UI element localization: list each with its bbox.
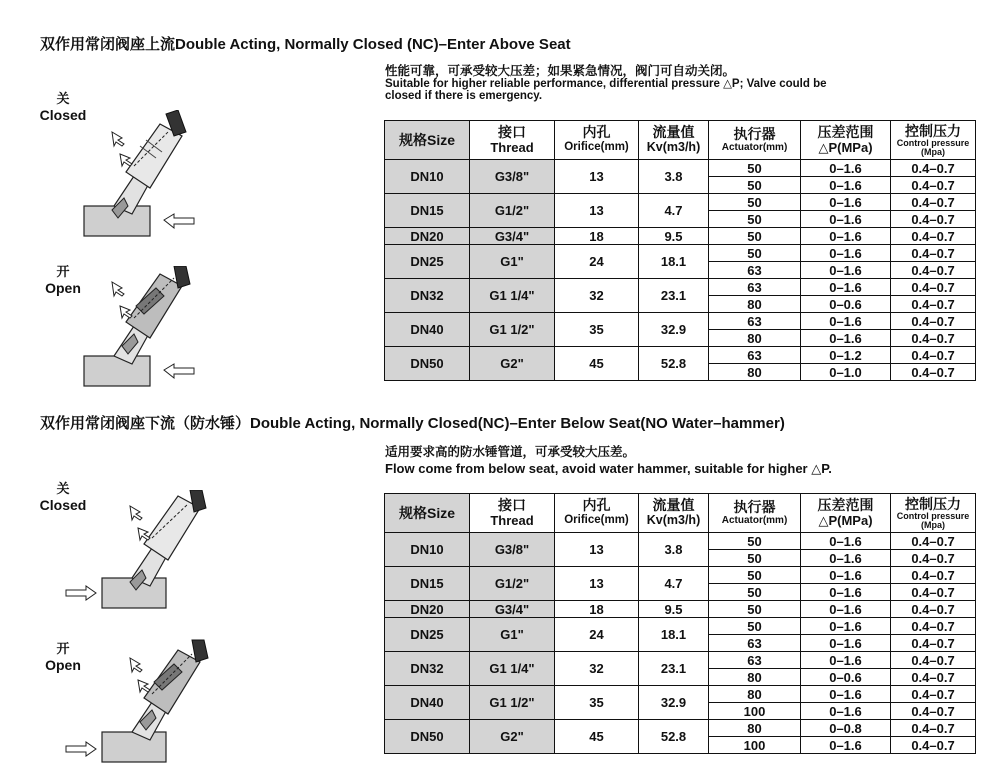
valve-body [102, 490, 206, 608]
orifice-cell: 45 [555, 720, 639, 754]
size-cell: DN20 [385, 228, 470, 245]
header-size: 规格Size [385, 121, 470, 160]
section2-note [385, 444, 832, 477]
pressure-diff-cell: 0–1.6 [801, 279, 891, 296]
pressure-diff-cell: 0–1.6 [801, 618, 891, 635]
orifice-cell: 18 [555, 228, 639, 245]
header-actuator: 执行器 Actuator(mm) [709, 494, 801, 533]
pressure-diff-cell: 0–1.6 [801, 584, 891, 601]
section1-note-en-1: Suitable for higher reliable performance, differential pressure △P; Valve could be [385, 78, 827, 90]
control-pressure-cell: 0.4–0.7 [891, 720, 976, 737]
control-pressure-cell: 0.4–0.7 [891, 330, 976, 347]
actuator-cell: 63 [709, 347, 801, 364]
open-label-cn: 开 [56, 641, 70, 656]
pressure-diff-cell: 0–0.8 [801, 720, 891, 737]
orifice-cell: 13 [555, 160, 639, 194]
control-pressure-cell: 0.4–0.7 [891, 703, 976, 720]
pressure-diff-cell: 0–1.2 [801, 347, 891, 364]
section1-title: 双作用常闭阀座上流Double Acting, Normally Closed (NC)–Enter Above Seat [40, 36, 571, 53]
table-row [385, 567, 976, 584]
pressure-diff-cell: 0–0.6 [801, 296, 891, 313]
pressure-diff-cell: 0–1.6 [801, 211, 891, 228]
pressure-diff-cell: 0–1.6 [801, 533, 891, 550]
actuator-cell: 50 [709, 550, 801, 567]
spec-table-2 [384, 493, 976, 754]
actuator-cell: 100 [709, 737, 801, 754]
kv-cell: 23.1 [639, 652, 709, 686]
actuator-cell: 80 [709, 720, 801, 737]
flow-arrow-icon [66, 586, 96, 600]
pressure-diff-cell: 0–1.6 [801, 703, 891, 720]
open-label-en: Open [45, 657, 81, 673]
table-header-row [385, 121, 976, 160]
pressure-diff-cell: 0–1.6 [801, 160, 891, 177]
table-row [385, 618, 976, 635]
pressure-diff-cell: 0–1.6 [801, 177, 891, 194]
section2-title: 双作用常闭阀座下流（防水锤）Double Acting, Normally Closed(NC)–Enter Below Seat(NO Water–hammer) [40, 415, 785, 432]
pressure-diff-cell: 0–1.6 [801, 262, 891, 279]
size-cell: DN40 [385, 686, 470, 720]
orifice-cell: 35 [555, 313, 639, 347]
size-cell: DN25 [385, 618, 470, 652]
size-cell: DN20 [385, 601, 470, 618]
section2-note-cn: 适用要求高的防水锤管道，可承受较大压差。 [385, 445, 636, 459]
header-kv: 流量值 Kv(m3/h) [639, 494, 709, 533]
closed-label-cn: 关 [56, 91, 70, 106]
orifice-cell: 24 [555, 245, 639, 279]
control-pressure-cell: 0.4–0.7 [891, 262, 976, 279]
header-control-pressure: 控制压力 Control pressure (Mpa) [891, 494, 976, 533]
flow-arrow-icon [164, 364, 194, 378]
orifice-cell: 45 [555, 347, 639, 381]
header-size: 规格Size [385, 494, 470, 533]
control-pressure-cell: 0.4–0.7 [891, 313, 976, 330]
pressure-diff-cell: 0–1.6 [801, 228, 891, 245]
flow-arrow-icon [164, 214, 194, 228]
table-row [385, 347, 976, 364]
control-pressure-cell: 0.4–0.7 [891, 364, 976, 381]
actuator-cell: 100 [709, 703, 801, 720]
actuator-cell: 63 [709, 262, 801, 279]
orifice-cell: 32 [555, 279, 639, 313]
thread-cell: G1 1/2" [470, 686, 555, 720]
control-pressure-cell: 0.4–0.7 [891, 601, 976, 618]
table-row [385, 720, 976, 737]
section1-note-cn: 性能可靠，可承受较大压差；如果紧急情况，阀门可自动关闭。 [385, 64, 736, 78]
pressure-diff-cell: 0–1.6 [801, 601, 891, 618]
size-cell: DN32 [385, 652, 470, 686]
kv-cell: 4.7 [639, 567, 709, 601]
control-pressure-cell: 0.4–0.7 [891, 652, 976, 669]
control-pressure-cell: 0.4–0.7 [891, 245, 976, 262]
kv-cell: 9.5 [639, 601, 709, 618]
thread-cell: G3/4" [470, 228, 555, 245]
air-arrow-icon [130, 658, 150, 692]
kv-cell: 3.8 [639, 160, 709, 194]
header-dp: 压差范围 △P(MPa) [801, 121, 891, 160]
air-arrow-icon [112, 282, 132, 318]
section2-note-en: Flow come from below seat, avoid water hammer, suitable for higher △P. [385, 461, 832, 476]
control-pressure-cell: 0.4–0.7 [891, 279, 976, 296]
size-cell: DN40 [385, 313, 470, 347]
kv-cell: 23.1 [639, 279, 709, 313]
thread-cell: G2" [470, 347, 555, 381]
actuator-cell: 50 [709, 194, 801, 211]
actuator-cell: 80 [709, 669, 801, 686]
control-pressure-cell: 0.4–0.7 [891, 669, 976, 686]
table-row [385, 533, 976, 550]
thread-cell: G1 1/2" [470, 313, 555, 347]
table-row [385, 245, 976, 262]
header-actuator: 执行器 Actuator(mm) [709, 121, 801, 160]
actuator-cell: 50 [709, 618, 801, 635]
kv-cell: 32.9 [639, 686, 709, 720]
size-cell: DN50 [385, 347, 470, 381]
header-orifice: 内孔 Orifice(mm) [555, 494, 639, 533]
control-pressure-cell: 0.4–0.7 [891, 194, 976, 211]
header-kv: 流量值 Kv(m3/h) [639, 121, 709, 160]
size-cell: DN32 [385, 279, 470, 313]
pressure-diff-cell: 0–1.6 [801, 652, 891, 669]
table-row [385, 228, 976, 245]
valve-closed-diagram-2 [64, 490, 214, 618]
header-control-pressure: 控制压力 Control pressure (Mpa) [891, 121, 976, 160]
thread-cell: G1/2" [470, 567, 555, 601]
valve-open-diagram-1 [78, 266, 198, 390]
kv-cell: 52.8 [639, 347, 709, 381]
control-pressure-cell: 0.4–0.7 [891, 160, 976, 177]
kv-cell: 18.1 [639, 245, 709, 279]
table-row [385, 601, 976, 618]
control-pressure-cell: 0.4–0.7 [891, 228, 976, 245]
pressure-diff-cell: 0–1.6 [801, 194, 891, 211]
pressure-diff-cell: 0–0.6 [801, 669, 891, 686]
thread-cell: G1 1/4" [470, 652, 555, 686]
kv-cell: 9.5 [639, 228, 709, 245]
kv-cell: 3.8 [639, 533, 709, 567]
control-pressure-cell: 0.4–0.7 [891, 635, 976, 652]
control-pressure-cell: 0.4–0.7 [891, 584, 976, 601]
orifice-cell: 13 [555, 533, 639, 567]
thread-cell: G3/8" [470, 160, 555, 194]
control-pressure-cell: 0.4–0.7 [891, 737, 976, 754]
pressure-diff-cell: 0–1.6 [801, 635, 891, 652]
size-cell: DN10 [385, 533, 470, 567]
control-pressure-cell: 0.4–0.7 [891, 211, 976, 228]
table-header-row [385, 494, 976, 533]
pressure-diff-cell: 0–1.6 [801, 313, 891, 330]
table-row [385, 194, 976, 211]
header-orifice: 内孔 Orifice(mm) [555, 121, 639, 160]
actuator-cell: 80 [709, 296, 801, 313]
size-cell: DN15 [385, 567, 470, 601]
control-pressure-cell: 0.4–0.7 [891, 618, 976, 635]
header-thread: 接口 Thread [470, 121, 555, 160]
orifice-cell: 13 [555, 567, 639, 601]
table-row [385, 652, 976, 669]
size-cell: DN50 [385, 720, 470, 754]
actuator-cell: 50 [709, 567, 801, 584]
actuator-cell: 80 [709, 330, 801, 347]
pressure-diff-cell: 0–1.6 [801, 567, 891, 584]
thread-cell: G3/8" [470, 533, 555, 567]
kv-cell: 32.9 [639, 313, 709, 347]
actuator-cell: 63 [709, 652, 801, 669]
control-pressure-cell: 0.4–0.7 [891, 296, 976, 313]
table-row [385, 686, 976, 703]
control-pressure-cell: 0.4–0.7 [891, 177, 976, 194]
actuator-cell: 50 [709, 228, 801, 245]
section1-note [385, 64, 827, 102]
size-cell: DN10 [385, 160, 470, 194]
actuator-cell: 50 [709, 211, 801, 228]
size-cell: DN15 [385, 194, 470, 228]
valve-closed-diagram-1 [78, 110, 198, 240]
header-dp: 压差范围 △P(MPa) [801, 494, 891, 533]
table-row [385, 160, 976, 177]
closed-label-en: Closed [39, 497, 87, 513]
closed-label-cn: 关 [56, 481, 70, 496]
control-pressure-cell: 0.4–0.7 [891, 550, 976, 567]
valve-body [102, 640, 208, 762]
actuator-cell: 50 [709, 160, 801, 177]
thread-cell: G1" [470, 245, 555, 279]
control-pressure-cell: 0.4–0.7 [891, 347, 976, 364]
kv-cell: 18.1 [639, 618, 709, 652]
thread-cell: G2" [470, 720, 555, 754]
actuator-cell: 63 [709, 635, 801, 652]
control-pressure-cell: 0.4–0.7 [891, 686, 976, 703]
kv-cell: 4.7 [639, 194, 709, 228]
pressure-diff-cell: 0–1.6 [801, 245, 891, 262]
actuator-cell: 50 [709, 533, 801, 550]
air-arrow-icon [130, 506, 150, 540]
orifice-cell: 18 [555, 601, 639, 618]
pressure-diff-cell: 0–1.6 [801, 550, 891, 567]
actuator-cell: 63 [709, 313, 801, 330]
kv-cell: 52.8 [639, 720, 709, 754]
orifice-cell: 32 [555, 652, 639, 686]
actuator-cell: 63 [709, 279, 801, 296]
flow-arrow-icon [66, 742, 96, 756]
table-row [385, 279, 976, 296]
air-arrow-icon [112, 132, 132, 166]
pressure-diff-cell: 0–1.6 [801, 686, 891, 703]
open-label-en: Open [45, 280, 81, 296]
orifice-cell: 13 [555, 194, 639, 228]
table-row [385, 313, 976, 330]
control-pressure-cell: 0.4–0.7 [891, 533, 976, 550]
actuator-cell: 50 [709, 245, 801, 262]
header-thread: 接口 Thread [470, 494, 555, 533]
size-cell: DN25 [385, 245, 470, 279]
actuator-cell: 50 [709, 177, 801, 194]
spec-table-1 [384, 120, 976, 381]
thread-cell: G1 1/4" [470, 279, 555, 313]
control-pressure-cell: 0.4–0.7 [891, 567, 976, 584]
thread-cell: G3/4" [470, 601, 555, 618]
section1-note-en-2: closed if there is emergency. [385, 90, 543, 102]
closed-label-en: Closed [39, 107, 87, 123]
orifice-cell: 35 [555, 686, 639, 720]
actuator-cell: 80 [709, 686, 801, 703]
orifice-cell: 24 [555, 618, 639, 652]
pressure-diff-cell: 0–1.6 [801, 330, 891, 347]
thread-cell: G1" [470, 618, 555, 652]
thread-cell: G1/2" [470, 194, 555, 228]
actuator-cell: 50 [709, 601, 801, 618]
actuator-cell: 80 [709, 364, 801, 381]
open-label-cn: 开 [56, 264, 70, 279]
valve-open-diagram-2 [64, 636, 214, 764]
actuator-cell: 50 [709, 584, 801, 601]
pressure-diff-cell: 0–1.6 [801, 737, 891, 754]
pressure-diff-cell: 0–1.0 [801, 364, 891, 381]
